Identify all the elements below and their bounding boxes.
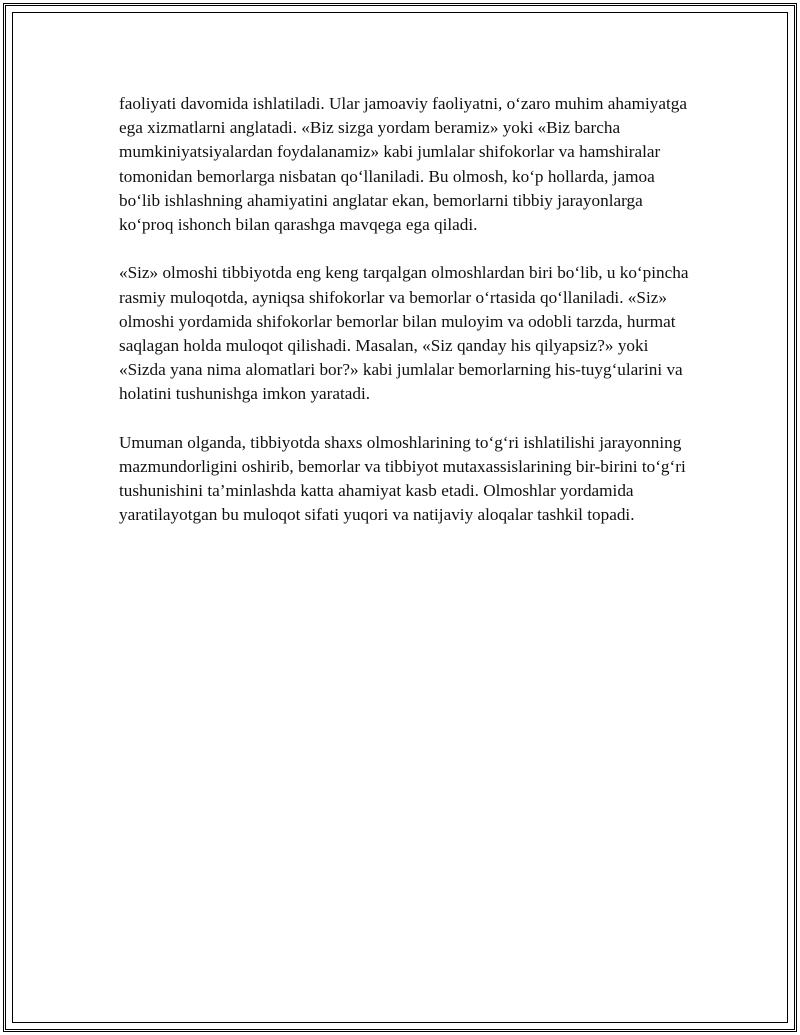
- document-body: [119, 92, 689, 552]
- paragraph-1: faoliyati davomida ishlatiladi. Ular jamoaviy faoliyatni, o‘zaro muhim ahamiyatga ega xizmatlarni anglatadi. «Biz sizga yordam beramiz» yoki «Biz barcha mumkiniyatsiyalardan foydalanamiz» kabi jumlalar shifokorlar va hamshiralar tomonidan bemorlarga nisbatan qo‘llaniladi. Bu olmosh, ko‘p hollarda, jamoa bo‘lib ishlashning ahamiyatini anglatar ekan, bemorlarni tibbiy jarayonlarga ko‘proq ishonch bilan qarashga mavqega ega qiladi.: [119, 94, 687, 235]
- paragraph-3: Umuman olganda, tibbiyotda shaxs olmoshlarining to‘g‘ri ishlatilishi jarayonning mazmundorligini oshirib, bemorlar va tibbiyot mutaxassislarining bir-birini to‘g‘ri tushunishini ta’minlashda katta ahamiyat kasb etadi. Olmoshlar yordamida yaratilayotgan bu muloqot sifati yuqori va natijaviy aloqalar tashkil topadi.: [119, 432, 686, 525]
- paragraph-2: «Siz» olmoshi tibbiyotda eng keng tarqalgan olmoshlardan biri bo‘lib, u ko‘pincha rasmiy muloqotda, ayniqsa shifokorlar va bemorlar o‘rtasida qo‘llaniladi. «Siz» olmoshi yordamida shifokorlar bemorlar bilan muloyim va odobli tarzda, hurmat saqlagan holda muloqot qilishadi. Masalan, «Siz qanday his qilyapsiz?» yoki «Sizda yana nima alomatlari bor?» kabi jumlalar bemorlarning his-tuyg‘ularini va holatini tushunishga imkon yaratadi.: [119, 263, 689, 404]
